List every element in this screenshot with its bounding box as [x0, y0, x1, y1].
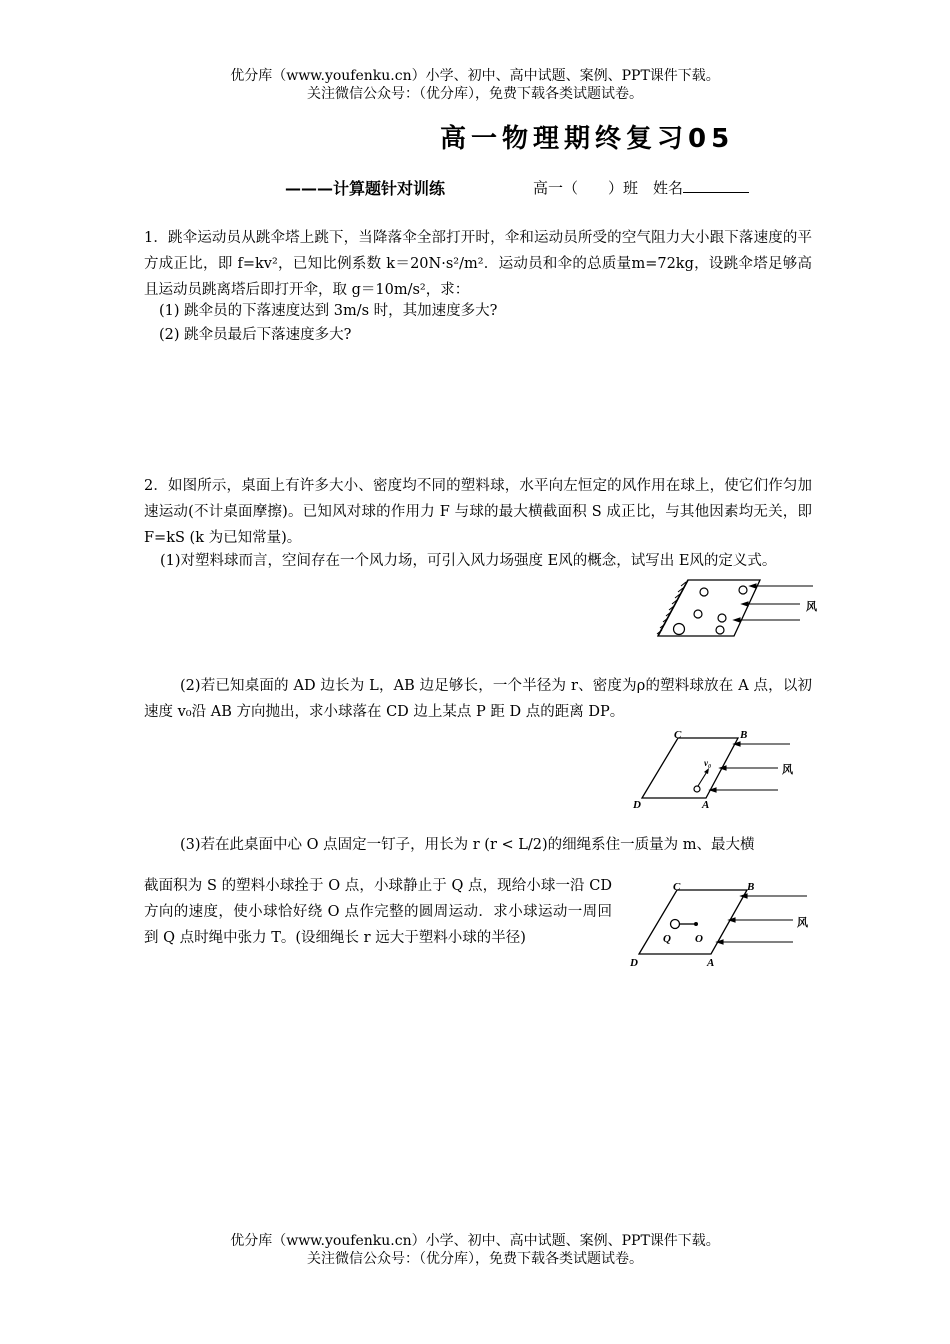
q2-stem: 2．如图所示，桌面上有许多大小、密度均不同的塑料球，水平向左恒定的风作用在球上，使它们作匀加速运动(不计桌面摩擦)。已知风对球的作用力 F 与球的最大横截面积 S 成正比，与其他因素均无关，即 F=kS (k 为已知常量)。: [144, 478, 812, 546]
q2-part1: (1)对塑料球而言，空间存在一个风力场，可引入风力场强度 E风的概念，试写出 E风的定义式。: [160, 553, 777, 569]
q1-part1: (1) 跳伞员的下落速度达到 3m/s 时，其加速度多大?: [159, 303, 498, 319]
label-v0: v₀: [704, 758, 712, 768]
label-C: C: [674, 729, 682, 741]
label-A: A: [702, 799, 710, 811]
figure-table-balls: [650, 572, 820, 644]
wind-label-1: 风: [806, 600, 817, 613]
q2-part3-head: (3)若在此桌面中心 O 点固定一钉子，用长为 r (r < L/2)的细绳系住一质量为 m、最大横: [180, 837, 755, 853]
page-title: 高一物理期终复习05: [440, 124, 735, 154]
footer-line-2: 关注微信公众号：（优分库），免费下载各类试题试卷。: [307, 1251, 643, 1267]
label-B: B: [740, 729, 748, 741]
figure-table-v0: [630, 728, 810, 812]
label-C-3: C: [673, 881, 681, 893]
figure-table-QO: [627, 878, 817, 970]
q1-part2: (2) 跳伞员最后下落速度多大?: [159, 327, 352, 343]
name-blank: [683, 178, 749, 193]
label-O: O: [695, 933, 703, 945]
class-name-line: [533, 177, 749, 198]
label-D-3: D: [630, 957, 638, 969]
label-D: D: [633, 799, 641, 811]
label-B-3: B: [747, 881, 755, 893]
footer-line-1: 优分库（www.youfenku.cn）小学、初中、高中试题、案例、PPT课件下载。: [230, 1233, 720, 1249]
label-A-3: A: [707, 957, 715, 969]
page-subtitle: ———计算题针对训练: [285, 179, 446, 198]
label-Q: Q: [663, 933, 671, 945]
q2-part3-body: 截面积为 S 的塑料小球拴于 O 点，小球静止于 Q 点，现给小球一沿 CD 方向的速度，使小球恰好绕 O 点作完整的圆周运动．求小球运动一周回到 Q 点时绳中张力 T。(设细绳长 r 远大于塑料小球的半径): [144, 878, 612, 946]
header-line-2: 关注微信公众号：（优分库），免费下载各类试题试卷。: [307, 86, 643, 102]
wind-label-3: 风: [797, 916, 808, 929]
header-line-1: 优分库（www.youfenku.cn）小学、初中、高中试题、案例、PPT课件下载。: [230, 68, 720, 84]
class-label: 高一（ ）班 姓名: [533, 179, 684, 197]
q2-part2: (2)若已知桌面的 AD 边长为 L，AB 边足够长，一个半径为 r、密度为ρ的塑料球放在 A 点，以初速度 v₀沿 AB 方向抛出，求小球落在 CD 边上某点 P 距 D 点的距离 DP。: [144, 678, 812, 720]
q1-stem: 1．跳伞运动员从跳伞塔上跳下，当降落伞全部打开时，伞和运动员所受的空气阻力大小跟下落速度的平方成正比，即 f=kv²，已知比例系数 k＝20N·s²/m²．运动员和伞的总质量m=72kg，设跳伞塔足够高且运动员跳离塔后即打开伞，取 g＝10m/s²，求：: [144, 230, 812, 298]
wind-label-2: 风: [782, 763, 793, 776]
